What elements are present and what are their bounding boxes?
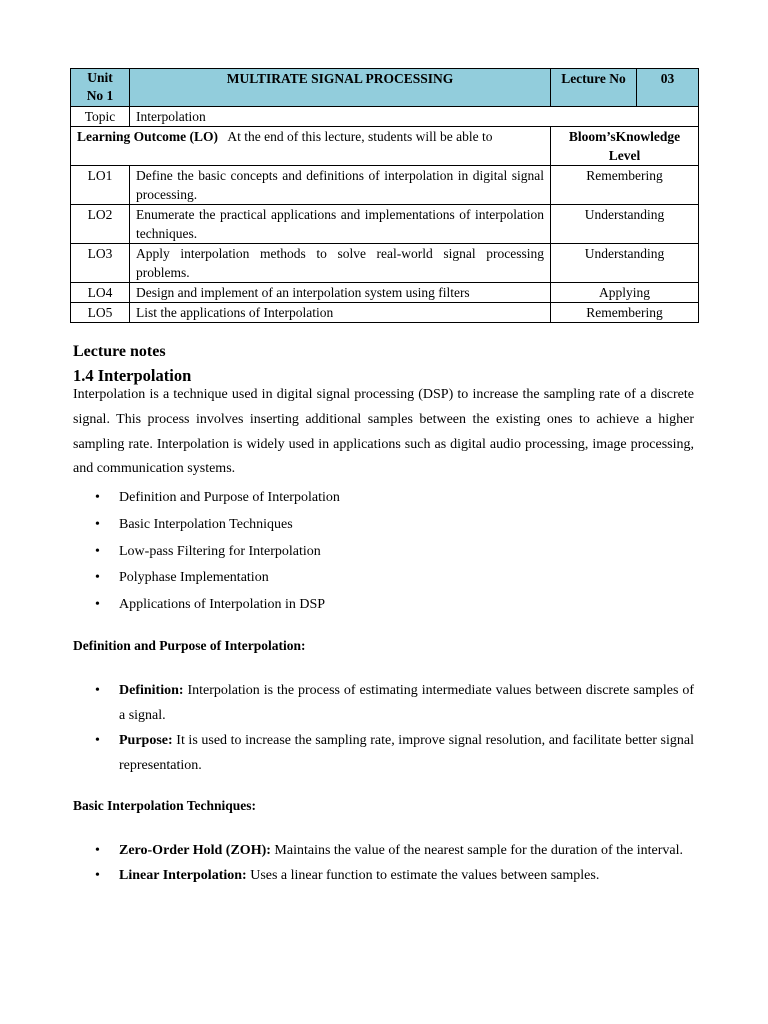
section-title: 1.4 Interpolation bbox=[73, 366, 192, 385]
header-row bbox=[71, 69, 699, 107]
techniques-list bbox=[73, 838, 694, 888]
lo-row bbox=[71, 244, 699, 283]
topic-text: Low-pass Filtering for Interpolation bbox=[119, 543, 321, 559]
lo-id: LO5 bbox=[71, 303, 130, 323]
term-label: Zero-Order Hold (ZOH): bbox=[119, 843, 271, 858]
lecture-notes-heading: Lecture notes bbox=[73, 343, 166, 360]
lo-header-cell bbox=[71, 127, 551, 166]
lo-row bbox=[71, 283, 699, 303]
lo-text: List the applications of Interpolation bbox=[130, 303, 551, 323]
term-text: Interpolation is the process of estimating intermediate values between discrete samples of a signal. bbox=[119, 683, 694, 723]
lo-text: Design and implement of an interpolation system using filters bbox=[130, 283, 551, 303]
lo-id: LO4 bbox=[71, 283, 130, 303]
intro-paragraph: Interpolation is a technique used in digital signal processing (DSP) to increase the sampling rate of a discrete signal. This process involves inserting additional samples between the existing ones to achieve a higher sampling rate. Interpolation is widely used in applications such as digital audio processing, image processing, and communication systems. bbox=[73, 387, 694, 477]
learning-outcome-table bbox=[70, 68, 699, 323]
bullet-icon: • bbox=[95, 733, 100, 748]
list-item bbox=[73, 539, 694, 566]
lecture-label: Lecture No bbox=[551, 69, 637, 107]
subject-title: MULTIRATE SIGNAL PROCESSING bbox=[130, 69, 551, 107]
lo-header-text: At the end of this lecture, students will be able to bbox=[227, 129, 493, 144]
lo-header-row bbox=[71, 127, 699, 166]
term-text: Uses a linear function to estimate the values between samples. bbox=[250, 868, 600, 883]
list-item bbox=[73, 512, 694, 539]
lo-text: Define the basic concepts and definitions of interpolation in digital signal processing. bbox=[130, 166, 551, 205]
lo-row bbox=[71, 166, 699, 205]
list-item bbox=[73, 592, 694, 619]
lo-header-label: Learning Outcome (LO) bbox=[77, 129, 218, 144]
unit-cell: Unit No 1 bbox=[71, 69, 130, 107]
list-item bbox=[73, 728, 694, 778]
topic-value: Interpolation bbox=[130, 107, 699, 127]
bullet-icon: • bbox=[95, 868, 100, 883]
lo-level: Applying bbox=[551, 283, 699, 303]
definition-heading: Definition and Purpose of Interpolation: bbox=[73, 638, 306, 653]
topic-text: Polyphase Implementation bbox=[119, 570, 269, 586]
term-text: It is used to increase the sampling rate, improve signal resolution, and facilitate better signal representation. bbox=[119, 733, 695, 773]
lo-row bbox=[71, 205, 699, 244]
list-item bbox=[73, 863, 694, 888]
term-label: Linear Interpolation: bbox=[119, 868, 247, 883]
definition-list bbox=[73, 678, 694, 778]
lo-row bbox=[71, 303, 699, 323]
bullet-icon: • bbox=[95, 597, 100, 613]
bullet-icon: • bbox=[95, 843, 100, 858]
topic-text: Applications of Interpolation in DSP bbox=[119, 597, 326, 613]
lo-level: Understanding bbox=[551, 205, 699, 244]
lecture-number: 03 bbox=[637, 69, 699, 107]
lo-id: LO2 bbox=[71, 205, 130, 244]
lo-text: Enumerate the practical applications and implementations of interpolation techniques. bbox=[130, 205, 551, 244]
list-item bbox=[73, 565, 694, 592]
topic-text: Basic Interpolation Techniques bbox=[119, 516, 293, 532]
topic-list bbox=[73, 485, 694, 619]
bullet-icon: • bbox=[95, 570, 100, 586]
lo-id: LO3 bbox=[71, 244, 130, 283]
list-item bbox=[73, 485, 694, 512]
lo-text: Apply interpolation methods to solve real-world signal processing problems. bbox=[130, 244, 551, 283]
bullet-icon: • bbox=[95, 683, 100, 698]
lo-level: Remembering bbox=[551, 303, 699, 323]
topic-text: Definition and Purpose of Interpolation bbox=[119, 490, 340, 505]
techniques-heading: Basic Interpolation Techniques: bbox=[73, 798, 257, 813]
lo-level: Understanding bbox=[551, 244, 699, 283]
topic-label: Topic bbox=[71, 107, 130, 127]
term-label: Definition: bbox=[119, 683, 184, 698]
bloom-level-header: Bloom’sKnowledge Level bbox=[551, 127, 699, 166]
topic-row bbox=[71, 107, 699, 127]
term-label: Purpose: bbox=[119, 733, 173, 748]
term-text: Maintains the value of the nearest sample for the duration of the interval. bbox=[274, 843, 684, 858]
bullet-icon: • bbox=[95, 490, 100, 505]
bullet-icon: • bbox=[95, 543, 100, 559]
list-item bbox=[73, 678, 694, 728]
bullet-icon: • bbox=[95, 516, 100, 532]
list-item bbox=[73, 838, 694, 863]
lo-id: LO1 bbox=[71, 166, 130, 205]
lo-level: Remembering bbox=[551, 166, 699, 205]
